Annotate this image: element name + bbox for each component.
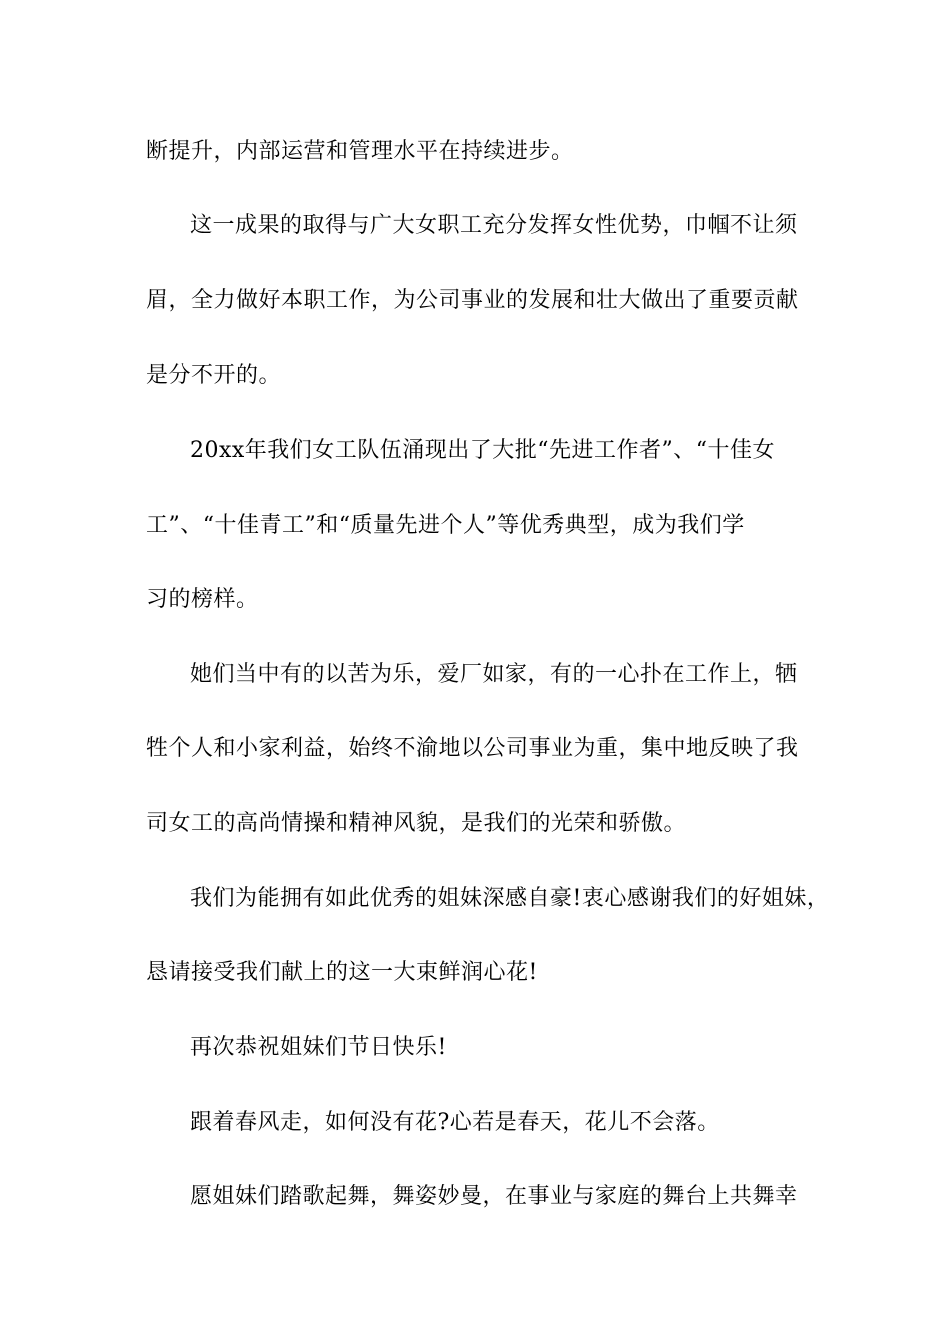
text-line: 司女工的高尚情操和精神风貌，是我们的光荣和骄傲。: [146, 811, 687, 836]
text-line: 工”、“十佳青工”和“质量先进个人”等优秀典型，成为我们学: [146, 513, 745, 538]
text-line: 这一成果的取得与广大女职工充分发挥女性优势，巾帼不让须: [190, 213, 798, 238]
text-line: 断提升，内部运营和管理水平在持续进步。: [146, 139, 574, 164]
text-line: 20xx年我们女工队伍涌现出了大批“先进工作者”、“十佳女: [190, 438, 776, 463]
text-line: 再次恭祝姐妹们节日快乐!: [190, 1035, 447, 1060]
text-line: 跟着春风走，如何没有花?心若是春天，花儿不会落。: [190, 1110, 720, 1135]
text-line: 恳请接受我们献上的这一大束鲜润心花!: [146, 960, 538, 985]
text-line: 是分不开的。: [146, 363, 282, 388]
text-line: 习的榜样。: [146, 587, 259, 612]
text-line: 她们当中有的以苦为乐，爱厂如家，有的一心扑在工作上，牺: [190, 662, 798, 687]
text-line: 眉，全力做好本职工作，为公司事业的发展和壮大做出了重要贡献: [146, 288, 799, 313]
text-line: 愿姐妹们踏歌起舞，舞姿妙曼，在事业与家庭的舞台上共舞幸: [190, 1184, 798, 1209]
text-line: 我们为能拥有如此优秀的姐妹深感自豪!衷心感谢我们的好姐妹，: [190, 886, 830, 911]
text-line: 牲个人和小家利益，始终不渝地以公司事业为重，集中地反映了我: [146, 736, 799, 761]
